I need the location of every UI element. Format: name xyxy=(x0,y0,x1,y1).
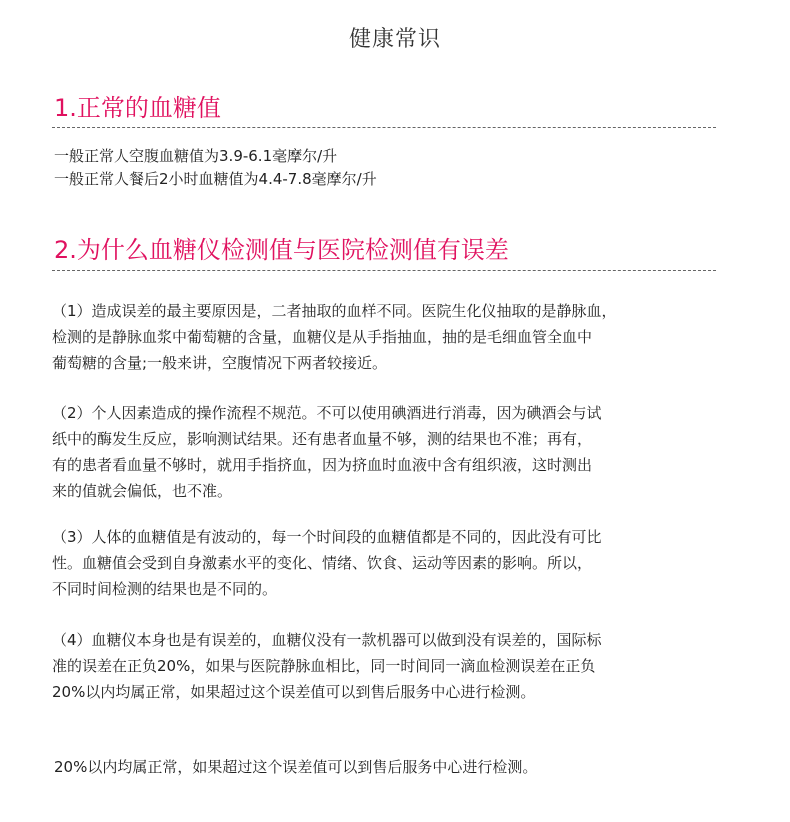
section-1-divider xyxy=(52,127,716,128)
section-2-divider xyxy=(52,270,716,271)
paragraph-3-line: 不同时间检测的结果也是不同的。 xyxy=(52,580,278,598)
paragraph-4 xyxy=(52,627,722,705)
footer-repeated-line: 20%以内均属正常，如果超过这个误差值可以到售后服务中心进行检测。 xyxy=(54,758,538,776)
paragraph-2-line: 来的值就会偏低，也不准。 xyxy=(52,482,233,500)
paragraph-3 xyxy=(52,524,722,602)
paragraph-3-line: 性。血糖值会受到自身激素水平的变化、情绪、饮食、运动等因素的影响。所以， xyxy=(52,554,593,572)
paragraph-4-line: 准的误差在正负20%，如果与医院静脉血相比，同一时间同一滴血检测误差在正负 xyxy=(52,657,596,675)
normal-postprandial-glucose-line: 一般正常人餐后2小时血糖值为4.4-7.8毫摩尔/升 xyxy=(54,170,377,188)
paragraph-1-line: （1）造成误差的最主要原因是，二者抽取的血样不同。医院生化仪抽取的是静脉血， xyxy=(52,302,617,320)
paragraph-4-line: 20%以内均属正常，如果超过这个误差值可以到售后服务中心进行检测。 xyxy=(52,683,536,701)
section-1-heading: 1.正常的血糖值 xyxy=(54,94,221,122)
paragraph-2 xyxy=(52,400,722,504)
section-2-heading: 2.为什么血糖仪检测值与医院检测值有误差 xyxy=(54,236,509,264)
paragraph-2-line: 有的患者看血量不够时，就用手指挤血，因为挤血时血液中含有组织液，这时测出 xyxy=(52,456,593,474)
paragraph-3-line: （3）人体的血糖值是有波动的，每一个时间段的血糖值都是不同的，因此没有可比 xyxy=(52,528,602,546)
paragraph-4-line: （4）血糖仪本身也是有误差的，血糖仪没有一款机器可以做到没有误差的，国际标 xyxy=(52,631,602,649)
paragraph-1-line: 葡萄糖的含量;一般来讲，空腹情况下两者较接近。 xyxy=(52,354,388,372)
normal-fasting-glucose-line: 一般正常人空腹血糖值为3.9-6.1毫摩尔/升 xyxy=(54,147,338,165)
paragraph-1 xyxy=(52,298,722,376)
paragraph-2-line: 纸中的酶发生反应，影响测试结果。还有患者血量不够，测的结果也不准；再有， xyxy=(52,430,593,448)
paragraph-2-line: （2）个人因素造成的操作流程不规范。不可以使用碘酒进行消毒，因为碘酒会与试 xyxy=(52,404,602,422)
paragraph-1-line: 检测的是静脉血浆中葡萄糖的含量，血糖仪是从手指抽血，抽的是毛细血管全血中 xyxy=(52,328,593,346)
page-title: 健康常识 xyxy=(348,27,441,52)
